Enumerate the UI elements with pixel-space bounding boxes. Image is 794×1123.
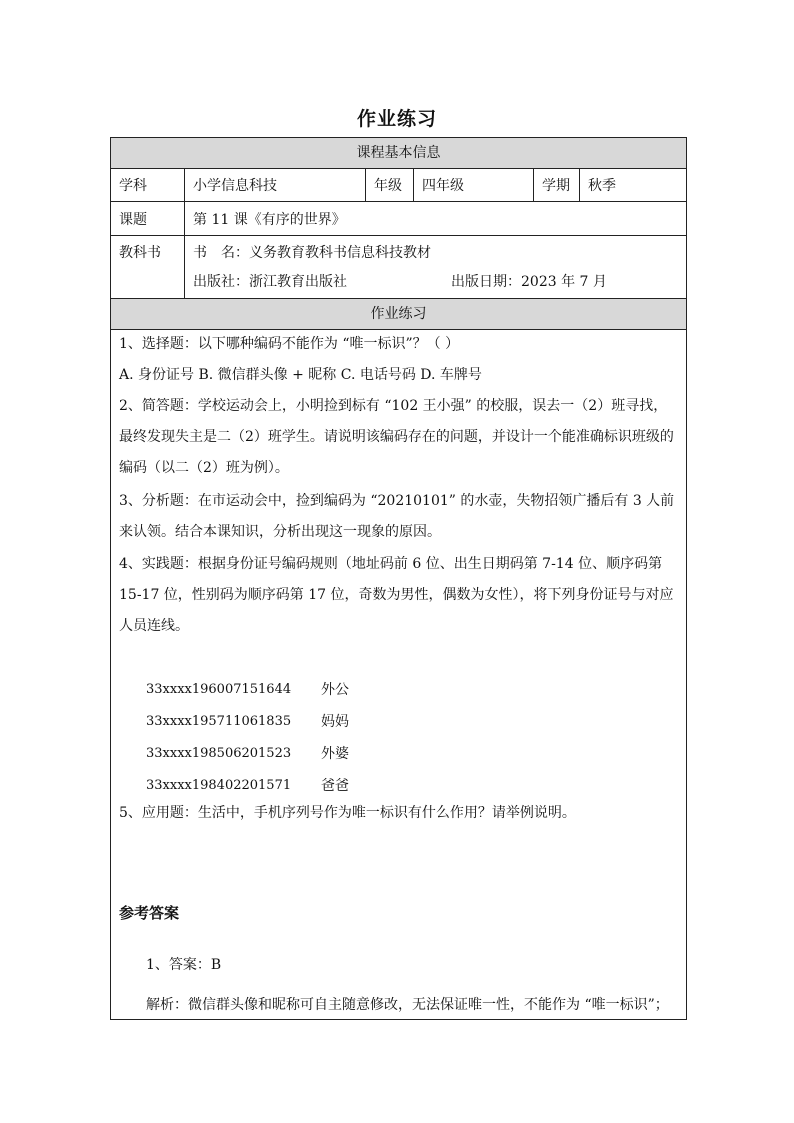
question-5: 5、应用题：生活中，手机序列号作为唯一标识有什么作用？请举例说明。 — [119, 805, 576, 821]
subject-label: 学科 — [111, 169, 185, 201]
question-1-options: A. 身份证号 B. 微信群头像 + 昵称 C. 电话号码 D. 车牌号 — [119, 367, 482, 383]
id-person: 外公 — [321, 682, 349, 698]
term-label: 学期 — [534, 169, 580, 201]
textbook-detail — [185, 236, 686, 298]
info-row-textbook — [111, 236, 686, 299]
answer-1-explanation: 解析：微信群头像和昵称可自主随意修改，无法保证唯一性，不能作为 “唯一标识”； — [146, 997, 669, 1013]
textbook-label: 教科书 — [111, 236, 185, 298]
publish-date: 出版日期：2023 年 7 月 — [451, 274, 607, 290]
id-number: 33xxxx198506201523 — [146, 746, 292, 761]
page-title: 作业练习 — [356, 108, 437, 130]
id-person: 爸爸 — [321, 778, 349, 794]
practice-body — [111, 330, 686, 1019]
id-number: 33xxxx198402201571 — [146, 778, 292, 793]
term-value: 秋季 — [588, 178, 616, 194]
info-row-subject — [111, 169, 686, 202]
publisher: 出版社：浙江教育出版社 — [193, 274, 347, 290]
grade-label: 年级 — [366, 169, 414, 201]
id-person: 妈妈 — [321, 714, 349, 730]
question-1: 1、选择题：以下哪种编码不能作为 “唯一标识”？（ ） — [119, 336, 460, 352]
id-number: 33xxxx195711061835 — [146, 714, 292, 729]
question-4: 4、实践题：根据身份证号编码规则（地址码前 6 位、出生日期码第 7-14 位、顺序码第15-17 位，性别码为顺序码第 17 位，奇数为男性，偶数为女性），将下列身份证号与对应人员连线。 — [119, 556, 674, 634]
answers-heading: 参考答案 — [119, 904, 180, 922]
question-3: 3、分析题：在市运动会中，捡到编码为 “20210101” 的水壶，失物招领广播后有 3 人前来认领。结合本课知识，分析出现这一现象的原因。 — [119, 493, 675, 540]
id-number: 33xxxx196007151644 — [146, 682, 292, 697]
grade-value: 四年级 — [414, 169, 534, 201]
book-name: 书 名：义务教育教科书信息科技教材 — [193, 245, 431, 261]
lesson-value: 第 11 课《有序的世界》 — [193, 211, 346, 228]
lesson-label: 课题 — [111, 202, 185, 235]
info-row-lesson — [111, 202, 686, 236]
subject-value: 小学信息科技 — [185, 169, 366, 201]
course-info-header: 课程基本信息 — [111, 138, 686, 169]
answer-1: 1、答案：B — [146, 957, 222, 973]
practice-header: 作业练习 — [111, 299, 686, 330]
homework-table — [110, 137, 687, 1020]
id-person: 外婆 — [321, 746, 349, 762]
question-2: 2、简答题：学校运动会上，小明捡到标有 “102 王小强” 的校服，误去一（2）班寻找，最终发现失主是二（2）班学生。请说明该编码存在的问题，并设计一个能准确标识班级的编码（以二（2）班为例）。 — [119, 398, 674, 476]
